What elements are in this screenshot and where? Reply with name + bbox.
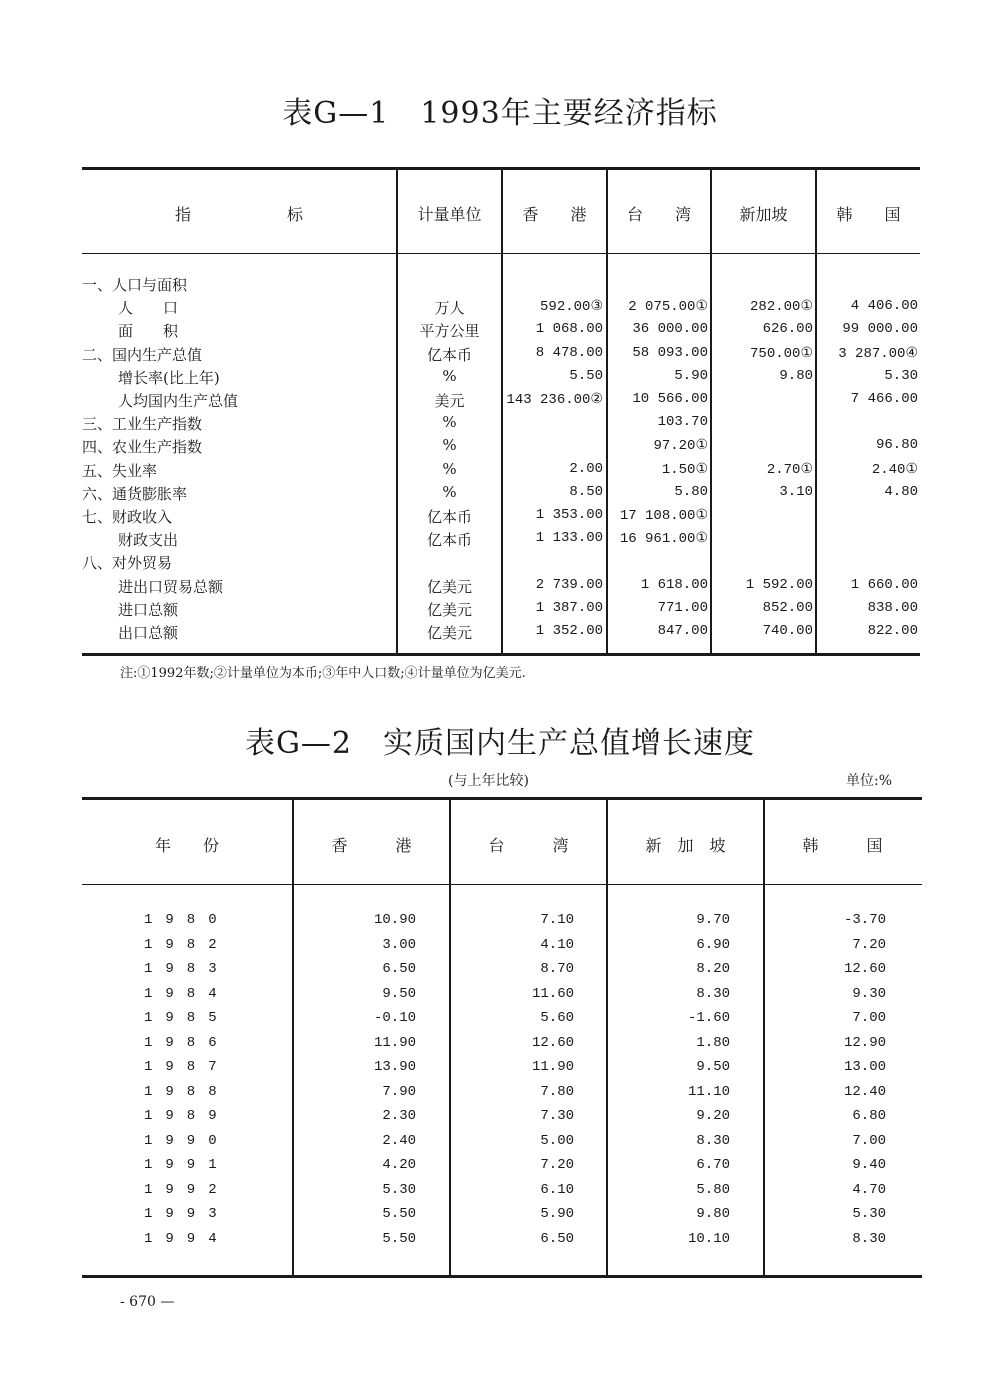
table2-col-divider: [763, 800, 765, 1276]
table2-title: 表G—2 实质国内生产总值增长速度: [244, 726, 756, 761]
table1-row-unit: 亿美元: [426, 601, 472, 619]
table2-cell: 6.70: [696, 1157, 730, 1173]
table2-cell: 8.70: [540, 961, 574, 977]
table2-cell: 8.30: [696, 986, 730, 1002]
table2-cell: 9.30: [852, 986, 886, 1002]
table2-cell: 6.50: [540, 1231, 574, 1247]
table1-header-singapore: 新加坡: [739, 205, 788, 224]
table2-header-year: 年 份: [154, 836, 219, 855]
table1-cell: 96.80: [875, 437, 918, 453]
table1-cell: 5.30: [884, 368, 918, 384]
table1-cell: 771.00: [657, 600, 708, 616]
table1-header-korea: 韩 国: [836, 205, 901, 224]
table1-row-label: 进口总额: [118, 601, 179, 619]
table2-year: 1985: [144, 1010, 230, 1026]
table1-cell: 2.70①: [766, 462, 813, 478]
table2-cell: 13.00: [843, 1059, 886, 1075]
table1-cell: 852.00: [762, 600, 813, 616]
table2-subtitle: (与上年比较): [448, 773, 529, 789]
table2-cell: 5.00: [540, 1133, 574, 1149]
table1-cell: 740.00: [762, 623, 813, 639]
table1-row-label: 七、财政收入: [82, 508, 173, 526]
table2-cell: 4.20: [382, 1157, 416, 1173]
table2-cell: 7.20: [540, 1157, 574, 1173]
table2-cell: 5.60: [540, 1010, 574, 1026]
table2-cell: 6.50: [382, 961, 416, 977]
table1-cell: 1 352.00: [535, 623, 603, 639]
table2-year: 1987: [144, 1059, 230, 1075]
table2-cell: 8.30: [852, 1231, 886, 1247]
table1-header-unit: 计量单位: [417, 205, 482, 224]
table2-cell: 7.00: [852, 1133, 886, 1149]
table2-col-divider: [292, 800, 294, 1276]
table2-cell: 12.40: [843, 1084, 886, 1100]
table1-row-label: 四、农业生产指数: [82, 438, 203, 456]
table2-top-rule: [82, 797, 922, 800]
table1-cell: 58 093.00: [632, 345, 708, 361]
table1-cell: 8.50: [569, 484, 603, 500]
table1-cell: 5.50: [569, 368, 603, 384]
table1-cell: 16 961.00①: [619, 531, 708, 547]
table2-bottom-rule: [82, 1275, 922, 1278]
table1-cell: 1.50①: [661, 462, 708, 478]
table1-cell: 5.80: [674, 484, 708, 500]
table2-year: 1991: [144, 1157, 230, 1173]
table2-cell: 9.20: [696, 1108, 730, 1124]
table1-cell: 847.00: [657, 623, 708, 639]
table1-cell: 282.00①: [750, 299, 813, 315]
table1-row-unit: %: [442, 436, 457, 454]
table1-cell: 1 660.00: [850, 577, 918, 593]
table1-row-label: 财政支出: [118, 531, 179, 549]
table1-row-label: 二、国内生产总值: [82, 346, 203, 364]
table2-cell: 7.00: [852, 1010, 886, 1026]
table1-cell: 822.00: [867, 623, 918, 639]
table2-cell: 6.90: [696, 937, 730, 953]
table1-row-label: 一、人口与面积: [82, 276, 188, 294]
table1-cell: 103.70: [657, 414, 708, 430]
table1-row-label: 八、对外贸易: [82, 554, 173, 572]
table2-cell: 6.80: [852, 1108, 886, 1124]
table1-cell: 8 478.00: [535, 345, 603, 361]
table2-cell: 6.10: [540, 1182, 574, 1198]
table1-cell: 5.90: [674, 368, 708, 384]
table2-cell: 11.60: [531, 986, 574, 1002]
table2-year: 1988: [144, 1084, 230, 1100]
table1-cell: 4 406.00: [850, 298, 918, 314]
table2-cell: 7.30: [540, 1108, 574, 1124]
table1-cell: 2.00: [569, 461, 603, 477]
table2-cell: 1.80: [696, 1035, 730, 1051]
table2-cell: 9.80: [696, 1206, 730, 1222]
table1-row-label: 进出口贸易总额: [118, 578, 224, 596]
table2-year: 1982: [144, 937, 230, 953]
table1-row-label: 增长率(比上年): [118, 369, 220, 387]
table2-cell: -1.60: [687, 1010, 730, 1026]
table2-cell: 8.20: [696, 961, 730, 977]
table2-cell: 4.10: [540, 937, 574, 953]
table1-cell: 143 236.00②: [506, 392, 603, 408]
table1-cell: 97.20①: [653, 438, 708, 454]
table2-header-rule: [82, 884, 922, 885]
table2-year: 1993: [144, 1206, 230, 1222]
table1-row-unit: 亿本币: [426, 531, 472, 549]
table2-cell: 9.40: [852, 1157, 886, 1173]
table2-cell: -0.10: [373, 1010, 416, 1026]
table1-cell: 3 287.00④: [838, 346, 918, 362]
table1-cell: 7 466.00: [850, 391, 918, 407]
table2-cell: 11.90: [531, 1059, 574, 1075]
table1-cell: 592.00③: [540, 299, 603, 315]
table1-row-label: 三、工业生产指数: [82, 415, 203, 433]
table1-row-unit: 亿美元: [426, 578, 472, 596]
table2-cell: 5.80: [696, 1182, 730, 1198]
table1-note: 注:①1992年数;②计量单位为本币;③年中人口数;④计量单位为亿美元.: [120, 666, 526, 681]
table1-row-label: 人 口: [118, 299, 179, 317]
table1-row-unit: 亿美元: [426, 624, 472, 642]
table2-cell: 10.10: [687, 1231, 730, 1247]
table2-cell: 2.30: [382, 1108, 416, 1124]
table2-cell: 7.20: [852, 937, 886, 953]
table2-header-taiwan: 台 湾: [488, 836, 569, 855]
table1-cell: 1 133.00: [535, 530, 603, 546]
table2-cell: 5.30: [382, 1182, 416, 1198]
table2-cell: 13.90: [373, 1059, 416, 1075]
table2-cell: 10.90: [373, 912, 416, 928]
table1-row-unit: %: [442, 460, 457, 478]
page-number: - 670 —: [120, 1294, 175, 1310]
table1-cell: 1 592.00: [745, 577, 813, 593]
table1-row-label: 出口总额: [118, 624, 179, 642]
table2-year: 1989: [144, 1108, 230, 1124]
table1-cell: 17 108.00①: [619, 508, 708, 524]
table2-year: 1986: [144, 1035, 230, 1051]
table2-cell: 7.80: [540, 1084, 574, 1100]
table2-cell: 5.50: [382, 1206, 416, 1222]
table2-cell: 9.50: [696, 1059, 730, 1075]
table1-cell: 1 068.00: [535, 321, 603, 337]
table1-cell: 4.80: [884, 484, 918, 500]
table2-cell: 12.90: [843, 1035, 886, 1051]
table1-cell: 2 739.00: [535, 577, 603, 593]
table1-cell: 1 618.00: [640, 577, 708, 593]
table2-cell: 4.70: [852, 1182, 886, 1198]
table2-cell: 5.30: [852, 1206, 886, 1222]
table2-year: 1994: [144, 1231, 230, 1247]
table2-cell: 12.60: [531, 1035, 574, 1051]
table1-row-label: 五、失业率: [82, 462, 158, 480]
table2-cell: 5.50: [382, 1231, 416, 1247]
table1-header-taiwan: 台 湾: [626, 205, 691, 224]
table1-cell: 750.00①: [750, 346, 813, 362]
table1-row-unit: 美元: [434, 392, 465, 410]
table2-header-korea: 韩 国: [802, 836, 883, 855]
table1-cell: 2.40①: [871, 462, 918, 478]
table2-cell: 11.10: [687, 1084, 730, 1100]
table1-cell: 99 000.00: [842, 321, 918, 337]
table2-year: 1990: [144, 1133, 230, 1149]
table2-header-singapore: 新 加 坡: [645, 836, 726, 855]
table2-cell: 9.50: [382, 986, 416, 1002]
table1-cell: 3.10: [779, 484, 813, 500]
table2-year: 1984: [144, 986, 230, 1002]
table2-year: 1983: [144, 961, 230, 977]
table1-row-label: 面 积: [118, 322, 179, 340]
table2-cell: 7.10: [540, 912, 574, 928]
table1-row-unit: 亿本币: [426, 508, 472, 526]
table2-cell: 3.00: [382, 937, 416, 953]
table1-cell: 838.00: [867, 600, 918, 616]
table2-cell: 5.90: [540, 1206, 574, 1222]
table2-cell: 7.90: [382, 1084, 416, 1100]
table1-cell: 36 000.00: [632, 321, 708, 337]
table1-row-unit: %: [442, 413, 457, 431]
table1-header-hongkong: 香 港: [522, 205, 587, 224]
table1-cell: 1 387.00: [535, 600, 603, 616]
table2-year: 1992: [144, 1182, 230, 1198]
table1-row-label: 六、通货膨胀率: [82, 485, 188, 503]
table1-row-unit: %: [442, 367, 457, 385]
table1-cell: 1 353.00: [535, 507, 603, 523]
table2-cell: 12.60: [843, 961, 886, 977]
table1-row-label: 人均国内生产总值: [118, 392, 239, 410]
table2-cell: 8.30: [696, 1133, 730, 1149]
table2-cell: 2.40: [382, 1133, 416, 1149]
table2-cell: -3.70: [843, 912, 886, 928]
table2-cell: 9.70: [696, 912, 730, 928]
table2-unit-label: 单位:%: [846, 773, 893, 789]
table1-title: 表G—1 1993年主要经济指标: [282, 96, 718, 131]
table1-cell: 9.80: [779, 368, 813, 384]
table1-cell: 10 566.00: [632, 391, 708, 407]
table2-cell: 11.90: [373, 1035, 416, 1051]
table1-row-unit: 平方公里: [419, 322, 480, 340]
table1-header-indicator: 指 标: [174, 205, 303, 224]
table1-row-unit: %: [442, 483, 457, 501]
table1-row-unit: 万人: [434, 299, 465, 317]
table2-header-hongkong: 香 港: [331, 836, 412, 855]
table2-col-divider: [449, 800, 451, 1276]
table1-row-unit: 亿本币: [426, 346, 472, 364]
table2-year: 1980: [144, 912, 230, 928]
table1-cell: 626.00: [762, 321, 813, 337]
table2-col-divider: [606, 800, 608, 1276]
table1-cell: 2 075.00①: [628, 299, 708, 315]
